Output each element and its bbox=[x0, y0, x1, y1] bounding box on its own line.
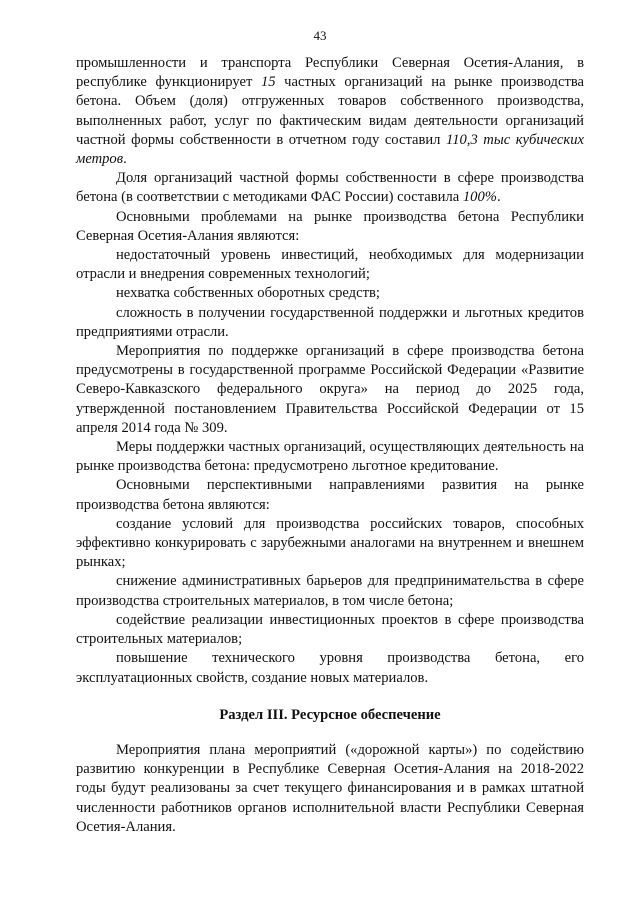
paragraph-text: . bbox=[123, 151, 127, 168]
problem-item-support: сложность в получении государственной поддержки и льготных кредитов предприятиями отрасли. bbox=[76, 304, 584, 340]
paragraph-support-program: Мероприятия по поддержке организаций в сфере производства бетона предусмотрены в государственной программе Российской Федерации «Развитие Северо-Кавказского федерального округа» на период до 2025 года, утвержденной постановлением Правительства Российской Федерации от 15 апреля 2014 года № 309. bbox=[76, 343, 584, 436]
page-number: 43 bbox=[313, 28, 327, 43]
section-heading: Раздел III. Ресурсное обеспечение bbox=[219, 706, 441, 723]
paragraph-private-share bbox=[76, 169, 584, 207]
direction-item-barriers: снижение административных барьеров для предпринимательства в сфере производства строительных материалов, в том числе бетона; bbox=[76, 573, 584, 609]
paragraph-problems-intro: Основными проблемами на рынке производства бетона Республики Северная Осетия-Алания являются: bbox=[76, 208, 584, 244]
paragraph-text: Доля организаций частной формы собственности в сфере производства бетона (в соответствии с методиками ФАС России) составила bbox=[76, 170, 584, 206]
organizations-count: 15 bbox=[260, 74, 276, 91]
paragraph-organizations-count bbox=[76, 54, 584, 169]
paragraph-text: промышленности и транспорта Республики Северная Осетия-Алания, в республике функционирует bbox=[76, 55, 584, 91]
paragraph-support-measures: Меры поддержки частных организаций, осуществляющих деятельность на рынке производства бетона: предусмотрено льготное кредитование. bbox=[76, 439, 584, 475]
direction-item-technical: повышение технического уровня производства бетона, его эксплуатационных свойств, создание новых материалов. bbox=[76, 650, 584, 686]
section-paragraph: Мероприятия плана мероприятий («дорожной карты») по содействию развитию конкуренции в Республике Северная Осетия-Алания на 2018-2022 годы будут реализованы за счет текущего финансирования и в рамках штатной численности работников органов исполнительной власти Республики Северная Осетия-Алания. bbox=[76, 741, 584, 835]
direction-item-investment: содействие реализации инвестиционных проектов в сфере производства строительных материалов; bbox=[76, 611, 584, 648]
paragraph-text: частных организаций на рынке производства бетона. Объем (доля) отгруженных товаров собственного производства, выполненных работ, услуг по фактическим видам деятельности организаций частной формы собственности в отчетном году составил bbox=[76, 74, 585, 148]
shipment-volume: 110,3 тыс кубических метров bbox=[76, 131, 584, 168]
problem-item-working-capital: нехватка собственных оборотных средств; bbox=[116, 285, 380, 302]
page-body bbox=[76, 54, 584, 837]
paragraph-directions-intro: Основными перспективными направлениями развития на рынке производства бетона являются: bbox=[76, 477, 584, 513]
paragraph-text: . bbox=[496, 189, 501, 206]
problem-item-investment: недостаточный уровень инвестиций, необходимых для модернизации отрасли и внедрения современных технологий; bbox=[76, 247, 584, 283]
private-share-value: 100% bbox=[462, 189, 497, 206]
direction-item-conditions: создание условий для производства российских товаров, способных эффективно конкурировать с зарубежными аналогами на внутреннем и внешнем рынках; bbox=[76, 515, 584, 571]
